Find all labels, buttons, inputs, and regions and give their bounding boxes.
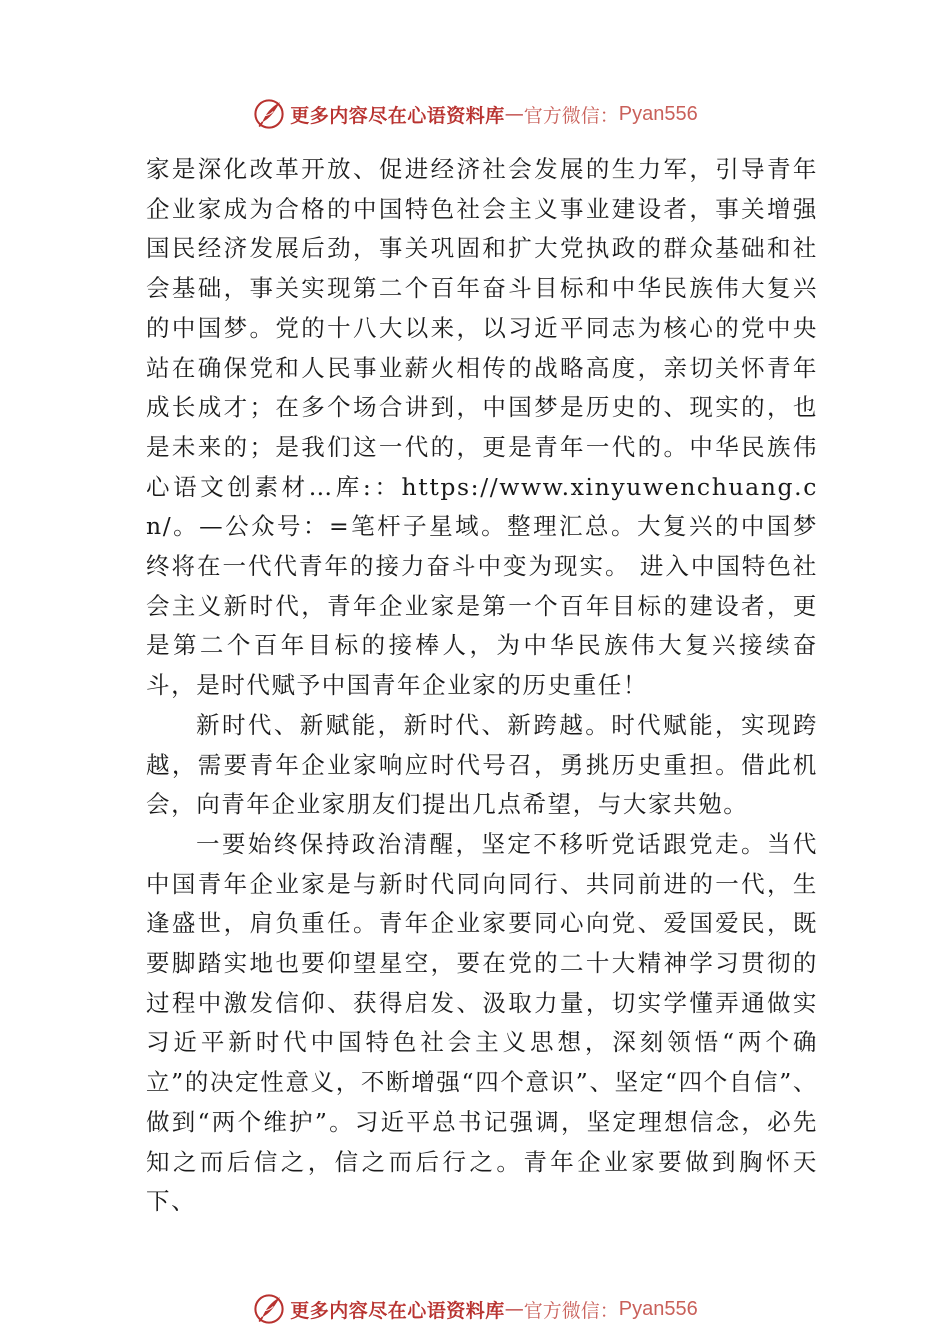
quill-logo-icon: [252, 1292, 286, 1326]
banner-title: 更多内容尽在心语资料库: [290, 104, 505, 127]
footer-banner: [0, 1289, 950, 1329]
banner-wechat-id: Pyan556: [618, 102, 698, 125]
paragraph-2: 新时代、新赋能，新时代、新跨越。时代赋能，实现跨越，需要青年企业家响应时代号召，勇挑历史重担。借此机会，向青年企业家朋友们提出几点希望，与大家共勉。: [146, 710, 818, 819]
banner-separator: —: [504, 103, 524, 125]
footer-banner-separator: —: [504, 1298, 524, 1320]
footer-banner-title: 更多内容尽在心语资料库: [290, 1299, 505, 1322]
banner-wechat-label: 官方微信：: [523, 104, 619, 127]
document-body: [146, 150, 818, 1222]
paragraph-3: 一要始终保持政治清醒，坚定不移听党话跟党走。当代中国青年企业家是与新时代同向同行、共同前进的一代，生逢盛世，肩负重任。青年企业家要同心向党、爱国爱民，既要脚踏实地也要仰望星空，要在党的二十大精神学习贯彻的过程中激发信仰、获得启发、汲取力量，切实学懂弄通做实习近平新时代中国特色社会主义思想，深刻领悟“两个确立”的决定性意义，不断增强“四个意识”、坚定“四个自信”、 做到“两个维护”。习近平总书记强调，坚定理想信念，必先知之而后信之，信之而后行之。青年企业家要做到胸怀天下、: [146, 829, 818, 1216]
paragraph-1: 家是深化改革开放、促进经济社会发展的生力军，引导青年企业家成为合格的中国特色社会主义事业建设者，事关增强国民经济发展后劲，事关巩固和扩大党执政的群众基础和社会基础，事关实现第二个百年奋斗目标和中华民族伟大复兴的中国梦。党的十八大以来，以习近平同志为核心的党中央站在确保党和人民事业薪火相传的战略高度，亲切关怀青年成长成才；在多个场合讲到，中国梦是历史的、现实的，也是未来的；是我们这一代的，更是青年一代的。中华民族伟心语文创素材…库:：https://www.xinyuwenchuang.cn/。—公众号：=笔杆子星域。整理汇总。大复兴的中国梦终将在一代代青年的接力奋斗中变为现实。 进入中国特色社会主义新时代，青年企业家是第一个百年目标的建设者，更是第二个百年目标的接棒人，为中华民族伟大复兴接续奋斗，是时代赋予中国青年企业家的历史重任！: [146, 155, 818, 700]
footer-banner-wechat-id: Pyan556: [618, 1297, 698, 1320]
quill-logo-icon: [252, 97, 286, 131]
header-banner: [0, 94, 950, 134]
footer-banner-wechat-label: 官方微信：: [523, 1299, 619, 1322]
